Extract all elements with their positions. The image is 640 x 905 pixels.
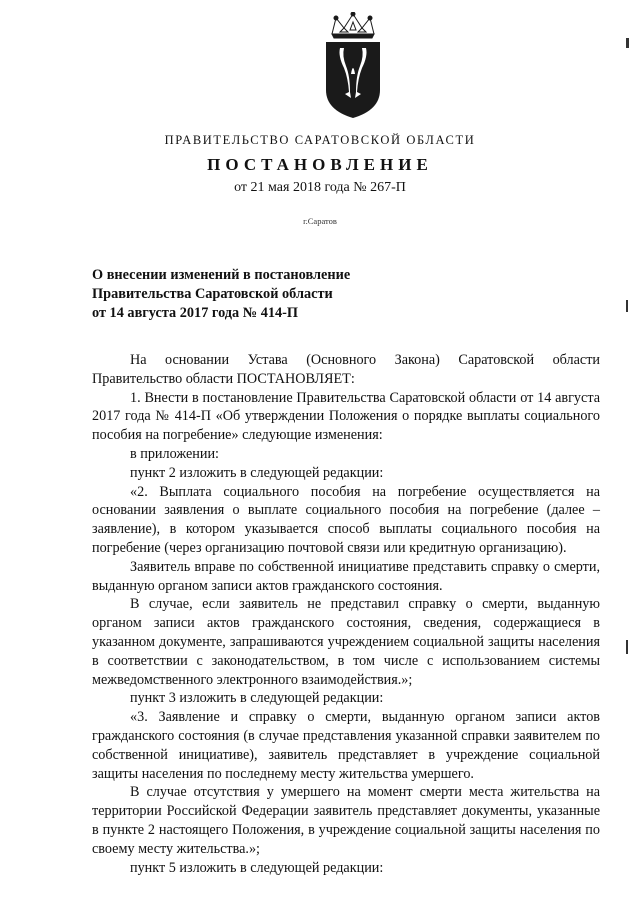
paragraph: пункт 5 изложить в следующей редакции: [130,859,384,876]
title-line: Правительства Саратовской области [92,286,333,302]
title-line: от 14 августа 2017 года № 414-П [92,305,299,321]
scan-artifact [626,38,629,48]
paragraph: пункт 3 изложить в следующей редакции: [130,690,384,707]
paragraph: Заявитель вправе по собственной инициативе представить справку о смерти, выданную органом записи актов гражданского состояния. [92,558,600,594]
scan-artifact [626,300,628,312]
paragraph: пункт 2 изложить в следующей редакции: [130,464,384,481]
document-title [92,266,350,323]
paragraph: «3. Заявление и справку о смерти, выданную органом записи актов гражданского состояния (в случае представления указанной справки заявителем по собственной инициативе), заявитель представляет в учреждение социальной защиты населения по последнему месту жительства умершего. [92,709,600,782]
city: г.Саратов [303,216,337,226]
paragraph: «2. Выплата социального пособия на погребение осуществляется на основании заявления о выплате социального пособия на погребение (далее – заявление), в котором указывается способ выплаты социального пособия на погребение (через организацию почтовой связи или кредитную организацию). [92,483,600,556]
government-name: ПРАВИТЕЛЬСТВО САРАТОВСКОЙ ОБЛАСТИ [164,133,476,147]
title-line: О внесении изменений в постановление [92,267,351,283]
document-body [92,351,600,877]
paragraph: В случае, если заявитель не представил справку о смерти, выданную органом записи актов гражданского состояния, сведения, содержащиеся в указанном документе, запрашиваются учреждением социальной защиты населения в соответствии с законодательством, в том числе с использованием системы межведомственного электронного взаимодействия.»; [92,596,600,688]
paragraph: В случае отсутствия у умершего на момент смерти места жительства на территории Российской Федерации заявитель представляет документы, указанные в пункте 2 настоящего Положения, в учреждение социальной защиты населения по своему месту жительства.»; [92,784,600,857]
paragraph: 1. Внести в постановление Правительства Саратовской области от 14 августа 2017 года № 414-П «Об утверждении Положения о порядке выплаты социального пособия на погребение» следующие изменения: [92,389,600,444]
paragraph: На основании Устава (Основного Закона) Саратовской области Правительство области ПОСТАНОВЛЯЕТ: [92,352,600,387]
scan-artifact [626,640,628,654]
paragraph: в приложении: [130,445,219,462]
document-type: ПОСТАНОВЛЕНИЕ [207,155,433,174]
date-number: от 21 мая 2018 года № 267-П [234,180,406,195]
saratov-coat-of-arms-icon [318,12,388,120]
